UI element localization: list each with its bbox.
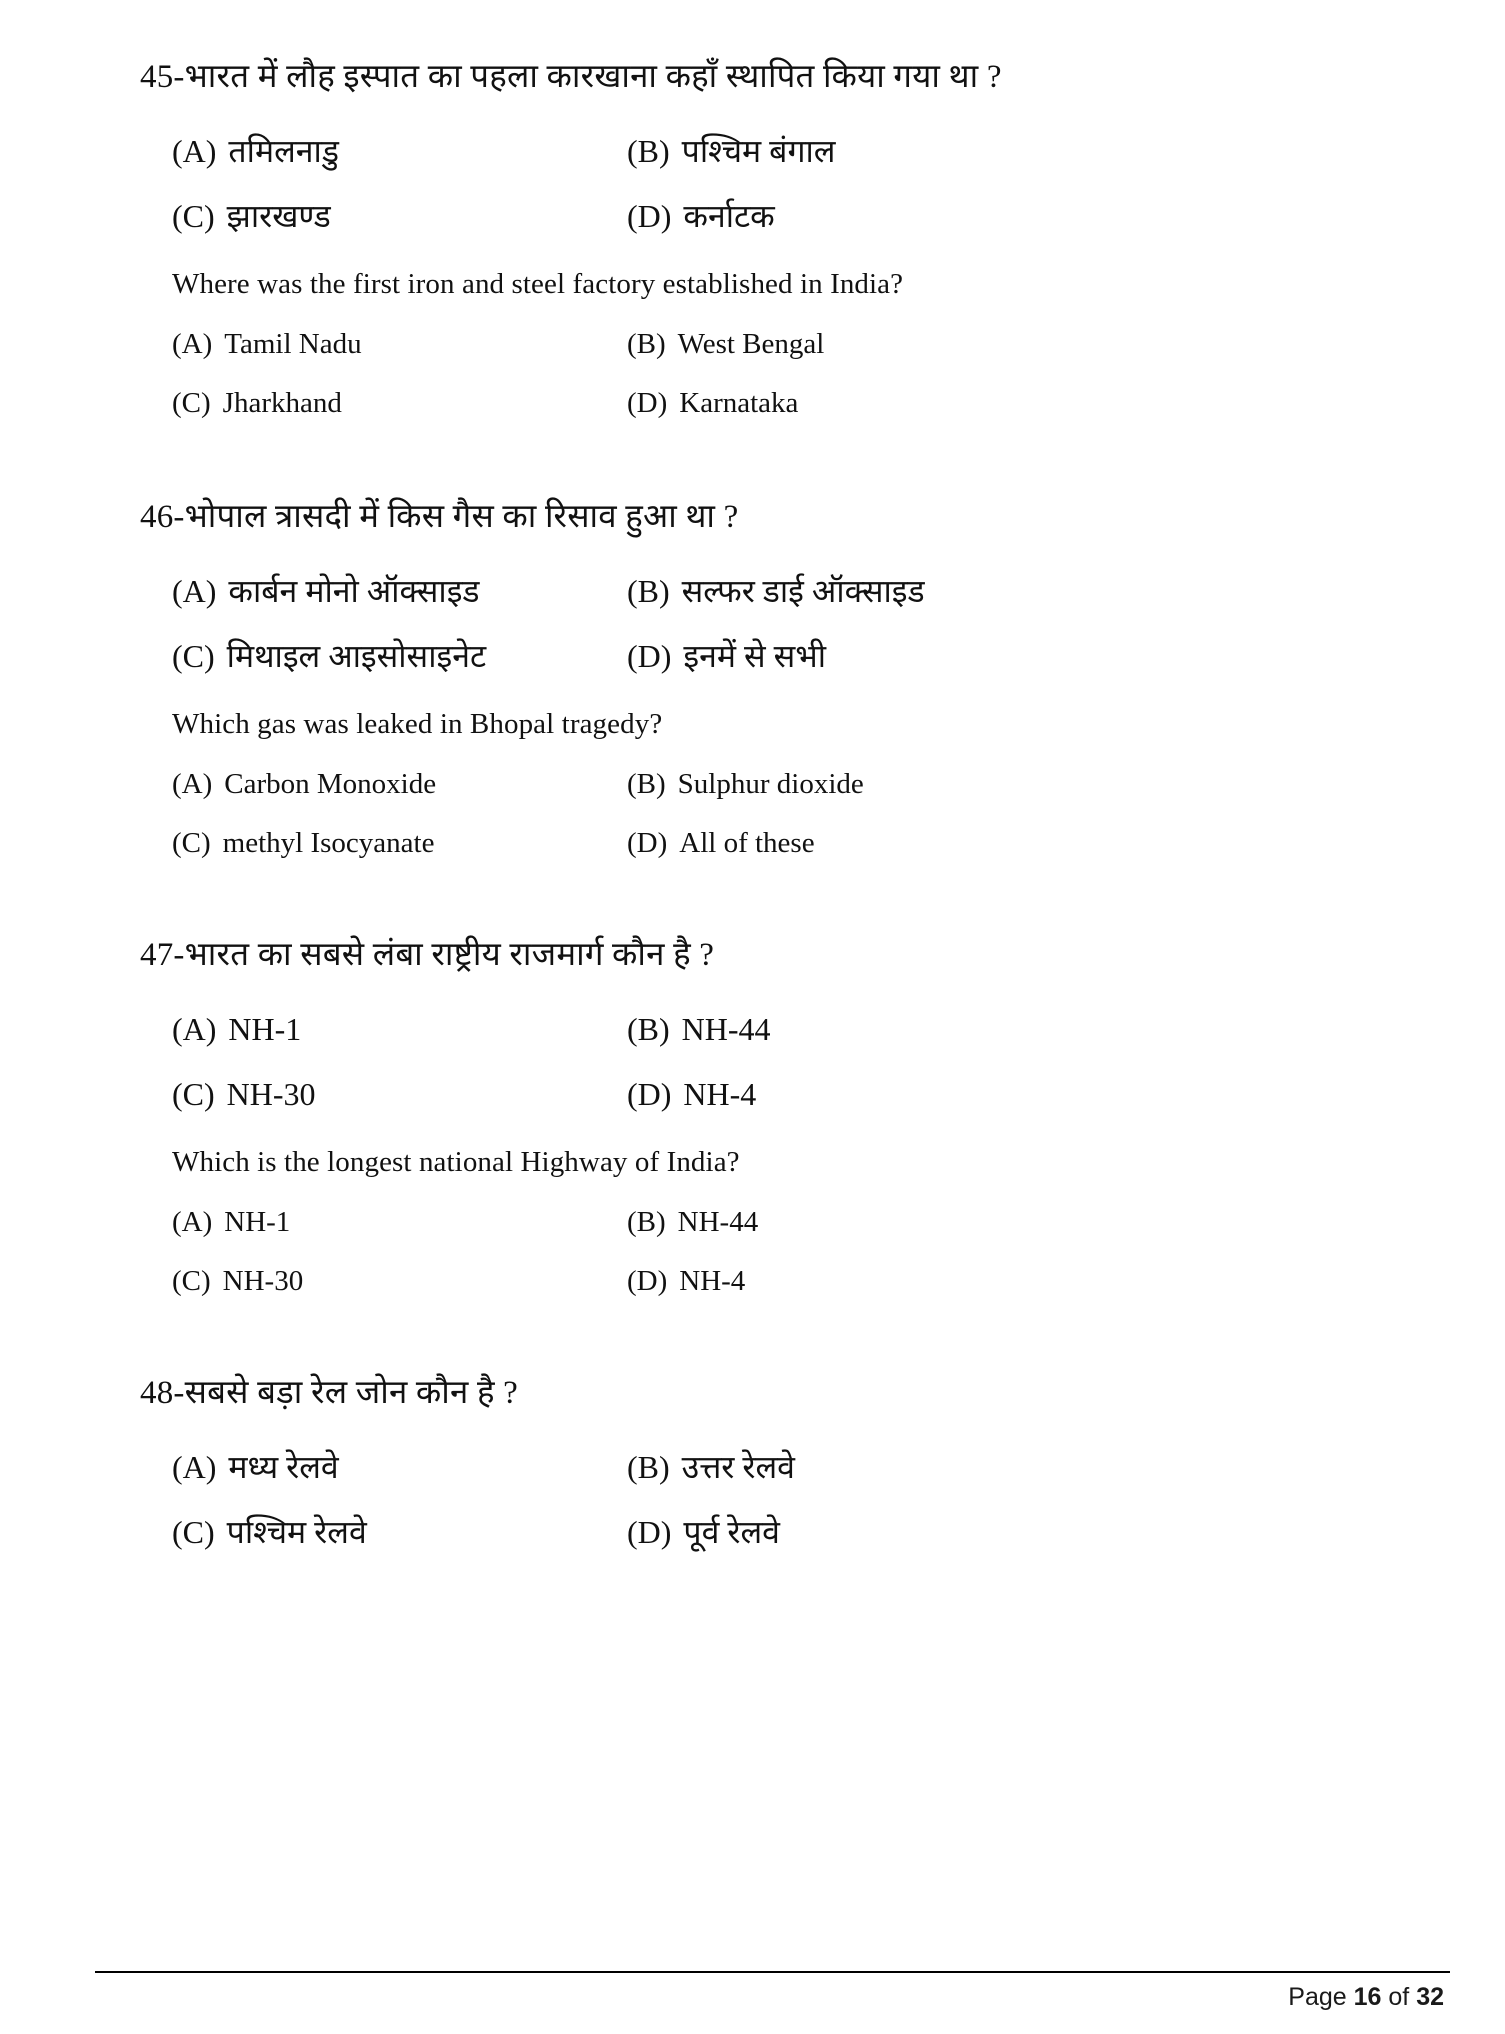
option-a[interactable] [172,1008,627,1051]
option-c[interactable] [172,1073,627,1116]
footer-middle: of [1381,1983,1417,2011]
option-tag: (B) [627,1010,670,1047]
option-tag: (A) [172,1205,213,1238]
option-label: Tamil Nadu [224,327,362,360]
option-tag: (D) [627,827,668,860]
option-b[interactable] [627,1446,1410,1489]
page-footer [95,1971,1450,2012]
option-label: NH-30 [226,1075,316,1112]
option-row [172,635,1410,678]
option-row [172,1204,1410,1242]
option-b[interactable] [627,326,1410,364]
option-tag: (C) [172,1513,215,1550]
question-stem-hindi: 45-भारत में लौह इस्पात का पहला कारखाना कहाँ स्थापित किया गया था ? [140,59,1002,95]
option-tag: (D) [627,1075,672,1112]
question-stem-hindi: 47-भारत का सबसे लंबा राष्ट्रीय राजमार्ग कौन है ? [140,936,715,973]
option-row [172,1073,1410,1116]
option-label: NH-1 [228,1010,302,1047]
option-tag: (C) [172,197,215,234]
option-label: Karnataka [679,387,799,420]
option-label: NH-4 [683,1075,757,1112]
option-row [172,130,1410,173]
option-label: मध्य रेलवे [228,1448,339,1485]
question-block-46 [140,495,1410,863]
option-d[interactable] [627,385,1410,423]
option-row [172,766,1410,804]
option-c[interactable] [172,195,627,238]
option-label: झारखण्ड [226,197,331,234]
options-hindi [172,130,1410,238]
option-a[interactable] [172,1204,627,1242]
option-row [172,1263,1410,1301]
option-b[interactable] [627,130,1410,173]
option-label: मिथाइल आइसोसाइनेट [226,637,487,674]
question-stem-hindi: 46-भोपाल त्रासदी में किस गैस का रिसाव हुआ था ? [140,498,739,535]
option-label: Jharkhand [222,387,342,420]
option-label: पश्चिम बंगाल [681,132,836,169]
option-tag: (D) [627,1513,672,1550]
option-label: इनमें से सभी [683,637,827,674]
option-b[interactable] [627,1204,1410,1242]
option-tag: (C) [172,1075,215,1112]
option-row [172,326,1410,364]
option-tag: (C) [172,637,215,674]
option-b[interactable] [627,766,1410,804]
option-tag: (D) [627,197,672,234]
footer-total-pages: 32 [1416,1983,1444,2011]
option-label: NH-30 [222,1265,304,1298]
option-tag: (A) [172,132,217,169]
page-number-label [95,1983,1450,2012]
question-block-45 [140,55,1410,423]
option-c[interactable] [172,385,627,423]
option-tag: (A) [172,572,217,609]
question-stem-english: Which is the longest national Highway of India? [172,1145,740,1178]
option-d[interactable] [627,195,1410,238]
option-b[interactable] [627,1008,1410,1051]
option-label: Carbon Monoxide [224,767,437,800]
options-english [172,766,1410,863]
option-d[interactable] [627,1511,1410,1554]
option-b[interactable] [627,570,1410,613]
option-a[interactable] [172,326,627,364]
question-stem-english: Which gas was leaked in Bhopal tragedy? [172,707,663,740]
option-tag: (B) [627,1205,666,1238]
option-row [172,1446,1410,1489]
option-label: West Bengal [677,327,825,360]
option-tag: (D) [627,387,668,420]
option-c[interactable] [172,1263,627,1301]
option-a[interactable] [172,130,627,173]
option-tag: (B) [627,327,666,360]
option-tag: (C) [172,387,211,420]
option-tag: (B) [627,132,670,169]
options-english [172,326,1410,423]
option-label: पूर्व रेलवे [683,1513,780,1550]
option-tag: (D) [627,637,672,674]
option-label: NH-4 [679,1265,746,1298]
option-d[interactable] [627,825,1410,863]
option-tag: (C) [172,827,211,860]
option-d[interactable] [627,1263,1410,1301]
option-tag: (C) [172,1265,211,1298]
footer-prefix: Page [1288,1983,1354,2011]
question-block-47 [140,933,1410,1301]
option-a[interactable] [172,570,627,613]
question-block-48 [140,1371,1410,1554]
question-stem-hindi: 48-सबसे बड़ा रेल जोन कौन है ? [140,1374,518,1411]
option-row [172,570,1410,613]
option-tag: (D) [627,1265,668,1298]
option-label: पश्चिम रेलवे [226,1513,367,1550]
option-tag: (A) [172,327,213,360]
option-tag: (A) [172,767,213,800]
option-label: Sulphur dioxide [677,767,864,800]
option-row [172,825,1410,863]
options-hindi [172,1008,1410,1116]
option-a[interactable] [172,766,627,804]
option-row [172,1511,1410,1554]
option-label: उत्तर रेलवे [681,1448,795,1485]
options-english [172,1204,1410,1301]
option-label: तमिलनाडु [228,132,339,169]
option-d[interactable] [627,635,1410,678]
option-label: सल्फर डाई ऑक्साइड [681,572,925,609]
option-row [172,195,1410,238]
options-hindi [172,1446,1410,1554]
option-row [172,1008,1410,1051]
option-d[interactable] [627,1073,1410,1116]
option-tag: (B) [627,572,670,609]
option-c[interactable] [172,635,627,678]
option-c[interactable] [172,1511,627,1554]
option-tag: (A) [172,1448,217,1485]
option-tag: (A) [172,1010,217,1047]
question-stem-english: Where was the first iron and steel factory established in India? [172,267,904,300]
option-a[interactable] [172,1446,627,1489]
footer-current-page: 16 [1353,1983,1382,2011]
option-label: NH-44 [681,1010,771,1047]
option-c[interactable] [172,825,627,863]
options-hindi [172,570,1410,678]
option-tag: (B) [627,1448,670,1485]
footer-divider [95,1971,1450,1973]
option-label: NH-44 [677,1205,759,1238]
option-label: NH-1 [224,1205,291,1238]
option-label: कार्बन मोनो ऑक्साइड [228,572,480,609]
option-label: All of these [679,827,815,860]
option-label: कर्नाटक [683,197,775,234]
option-tag: (B) [627,767,666,800]
option-label: methyl Isocyanate [222,827,435,860]
option-row [172,385,1410,423]
